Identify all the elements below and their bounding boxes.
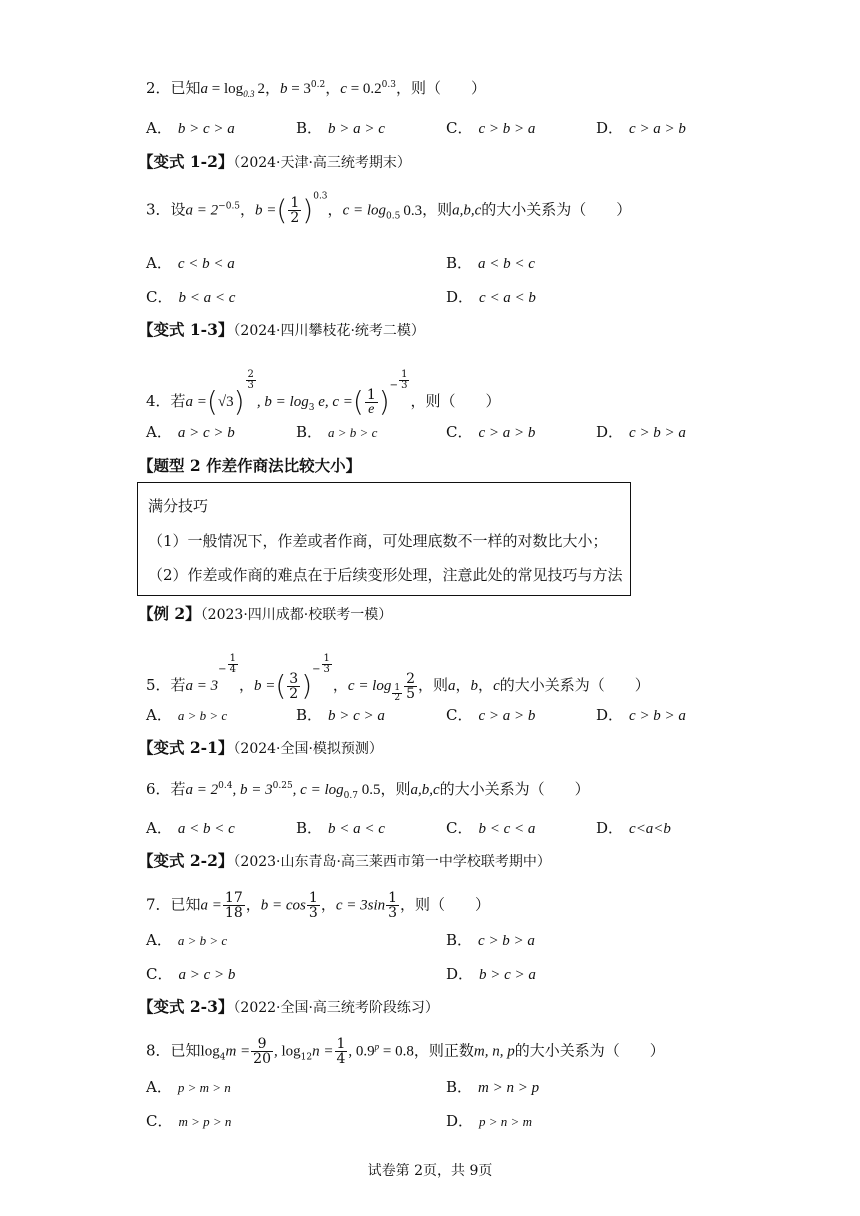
q2-a-arg: 2 xyxy=(257,81,265,97)
q2-b-exp: 0.2 xyxy=(310,80,326,90)
q2-option-a[interactable]: A． b > c > a xyxy=(146,119,235,137)
q2-a: a xyxy=(200,81,209,97)
q7-b: b = cos xyxy=(260,897,306,914)
q6-option-c[interactable]: C． b < c < a xyxy=(446,819,536,837)
variant-2-2-heading: 【变式 2-2】（2023·山东青岛·高三莱西市第一中学校联考期中） xyxy=(138,851,551,870)
q4-a: a = xyxy=(185,394,207,410)
q8-log4: log xyxy=(200,1043,220,1060)
q2-option-d[interactable]: D． c > a > b xyxy=(596,119,686,137)
q7-c: c = 3sin xyxy=(335,897,386,914)
variant-1-3-heading: 【变式 1-3】（2024·四川攀枝花·统考二模） xyxy=(138,320,425,339)
q6-option-d[interactable]: D． c<a<b xyxy=(596,819,671,837)
q7-option-b[interactable]: B． c > b > a xyxy=(446,931,535,949)
q4-b: , b = log xyxy=(256,394,309,410)
question-4-stem: 4．若a =(√3) $\frac{2}{3}$ , $b = \log_3 e$, c =( $\frac{1}{e}$ )− $\frac{1}{3}$ ，则（ ） xyxy=(146,369,501,418)
question-7-stem: 7．已知a = $\frac{17}{18}$ ，b = cos $\frac{1}{3}$ ，c = 3sin $\frac{1}{3}$ ，则（ ） xyxy=(146,890,491,921)
q3-a: a = 2 xyxy=(185,202,219,219)
q6-b: , b = 3 xyxy=(232,782,273,798)
question-2-stem: 2．已知$a = \log_{0.3} 2$，$b = 3^{0.2}$，$c = 0.2^{0.3}$，则（ ） xyxy=(146,79,486,99)
q2-stem-end: ，则（ ） xyxy=(395,79,486,97)
q2-option-c[interactable]: C． c > b > a xyxy=(446,119,536,137)
q7-option-d[interactable]: D． b > c > a xyxy=(446,965,536,983)
q4-option-c[interactable]: C． c > a > b xyxy=(446,423,536,441)
q5-option-d[interactable]: D． c > b > a xyxy=(596,706,686,724)
q2-c-base: 0.2 xyxy=(362,81,382,97)
q8-option-a[interactable]: A． p > m > n xyxy=(146,1078,231,1096)
q2-stem-start: 2．已知 xyxy=(146,79,201,97)
q4-c: e, c = xyxy=(314,394,353,410)
page-footer: 试卷第 2页，共 9页 xyxy=(367,1163,493,1179)
q2-b-base: 3 xyxy=(303,81,311,97)
q3-c: c = log xyxy=(342,202,387,219)
q8-log12: , log xyxy=(274,1043,301,1060)
q2-a-base: 0.3 xyxy=(243,89,255,99)
q3-option-d[interactable]: D． c < a < b xyxy=(446,288,536,306)
q8-option-b[interactable]: B． m > n > p xyxy=(446,1078,540,1096)
q2-a-log: log xyxy=(224,81,244,97)
q2-c-exp: 0.3 xyxy=(381,80,396,90)
q5-c: c = log xyxy=(347,678,392,694)
q8-power: , 0.9 xyxy=(348,1043,375,1060)
q7-option-c[interactable]: C． a > c > b xyxy=(146,965,236,983)
q7-option-a[interactable]: A． a > b > c xyxy=(146,931,228,949)
q3-option-a[interactable]: A． c < b < a xyxy=(146,254,235,272)
variant-2-3-heading: 【变式 2-3】（2022·全国·高三统考阶段练习） xyxy=(138,997,439,1016)
q2-option-b[interactable]: B． b > a > c xyxy=(296,119,385,137)
tips-box xyxy=(137,482,631,596)
q2-c: c xyxy=(340,81,347,97)
variant-2-1-heading: 【变式 2-1】（2024·全国·模拟预测） xyxy=(138,738,383,757)
q5-a: a = 3 xyxy=(185,678,219,694)
question-6-stem: 6．若$a = 2^{0.4}$, $b = 3^{0.25}$, $c = \log_{0.7} 0.5$，则a,b,c的大小关系为（ ） xyxy=(146,780,590,801)
q6-a: a = 2 xyxy=(185,782,219,798)
q3-a-exp: −0.5 xyxy=(218,201,241,212)
q5-option-b[interactable]: B． b > c > a xyxy=(296,706,385,724)
q6-c: , c = log xyxy=(292,782,344,798)
question-type-2-heading: 【题型 2 作差作商法比较大小】 xyxy=(138,456,362,475)
q3-option-b[interactable]: B． a < b < c xyxy=(446,254,535,272)
q7-a: a = xyxy=(200,897,222,914)
q4-option-a[interactable]: A． a > c > b xyxy=(146,423,235,441)
q8-option-c[interactable]: C． m > p > n xyxy=(146,1112,232,1130)
q6-option-b[interactable]: B． b < a < c xyxy=(296,819,385,837)
q3-option-c[interactable]: C． b < a < c xyxy=(146,288,236,306)
tips-title: 满分技巧 xyxy=(148,497,209,515)
q5-b: b = xyxy=(253,678,276,694)
question-3-stem: 3．设$a = 2^{-0.5}$，b =( $\frac{1}{2}$ )$^{0.3}$，$c = \log_{0.5} 0.3$，则a,b,c的大小关系为（ ） xyxy=(146,191,632,227)
q2-b: b xyxy=(279,81,288,97)
tips-line-1: （1）一般情况下，作差或者作商，可处理底数不一样的对数比大小； xyxy=(148,532,608,550)
q3-b: b = xyxy=(255,202,277,219)
example-2-heading: 【例 2】（2023·四川成都·校联考一模） xyxy=(138,604,393,623)
q6-option-a[interactable]: A． a < b < c xyxy=(146,819,235,837)
variant-1-2-heading: 【变式 1-2】（2024·天津·高三统考期末） xyxy=(138,152,411,171)
q5-option-c[interactable]: C． c > a > b xyxy=(446,706,536,724)
q8-option-d[interactable]: D． p > n > m xyxy=(446,1112,532,1130)
q5-option-a[interactable]: A． a > b > c xyxy=(146,706,228,724)
q4-option-d[interactable]: D． c > b > a xyxy=(596,423,686,441)
question-5-stem: 5．若a = 3− $\frac{1}{4}$ ，b =( $\frac{3}{2}$ )− $\frac{1}{3}$ ，c = log $\frac{1}{2}$ $\frac{2}{5}$ ，则a，b，c的大小关系为（ ） xyxy=(146,653,650,703)
tips-line-2: （2）作差或作商的难点在于后续变形处理，注意此处的常见技巧与方法 xyxy=(148,566,623,584)
q4-option-b[interactable]: B． a > b > c xyxy=(296,423,378,441)
question-8-stem: 8．已知$\log_4m$ = $\frac{9}{20}$ , $\log_{12}n$ = $\frac{1}{4}$ , $0.9^p = 0.8$，则正数m, n, p的大小关系为（ ） xyxy=(146,1036,665,1067)
